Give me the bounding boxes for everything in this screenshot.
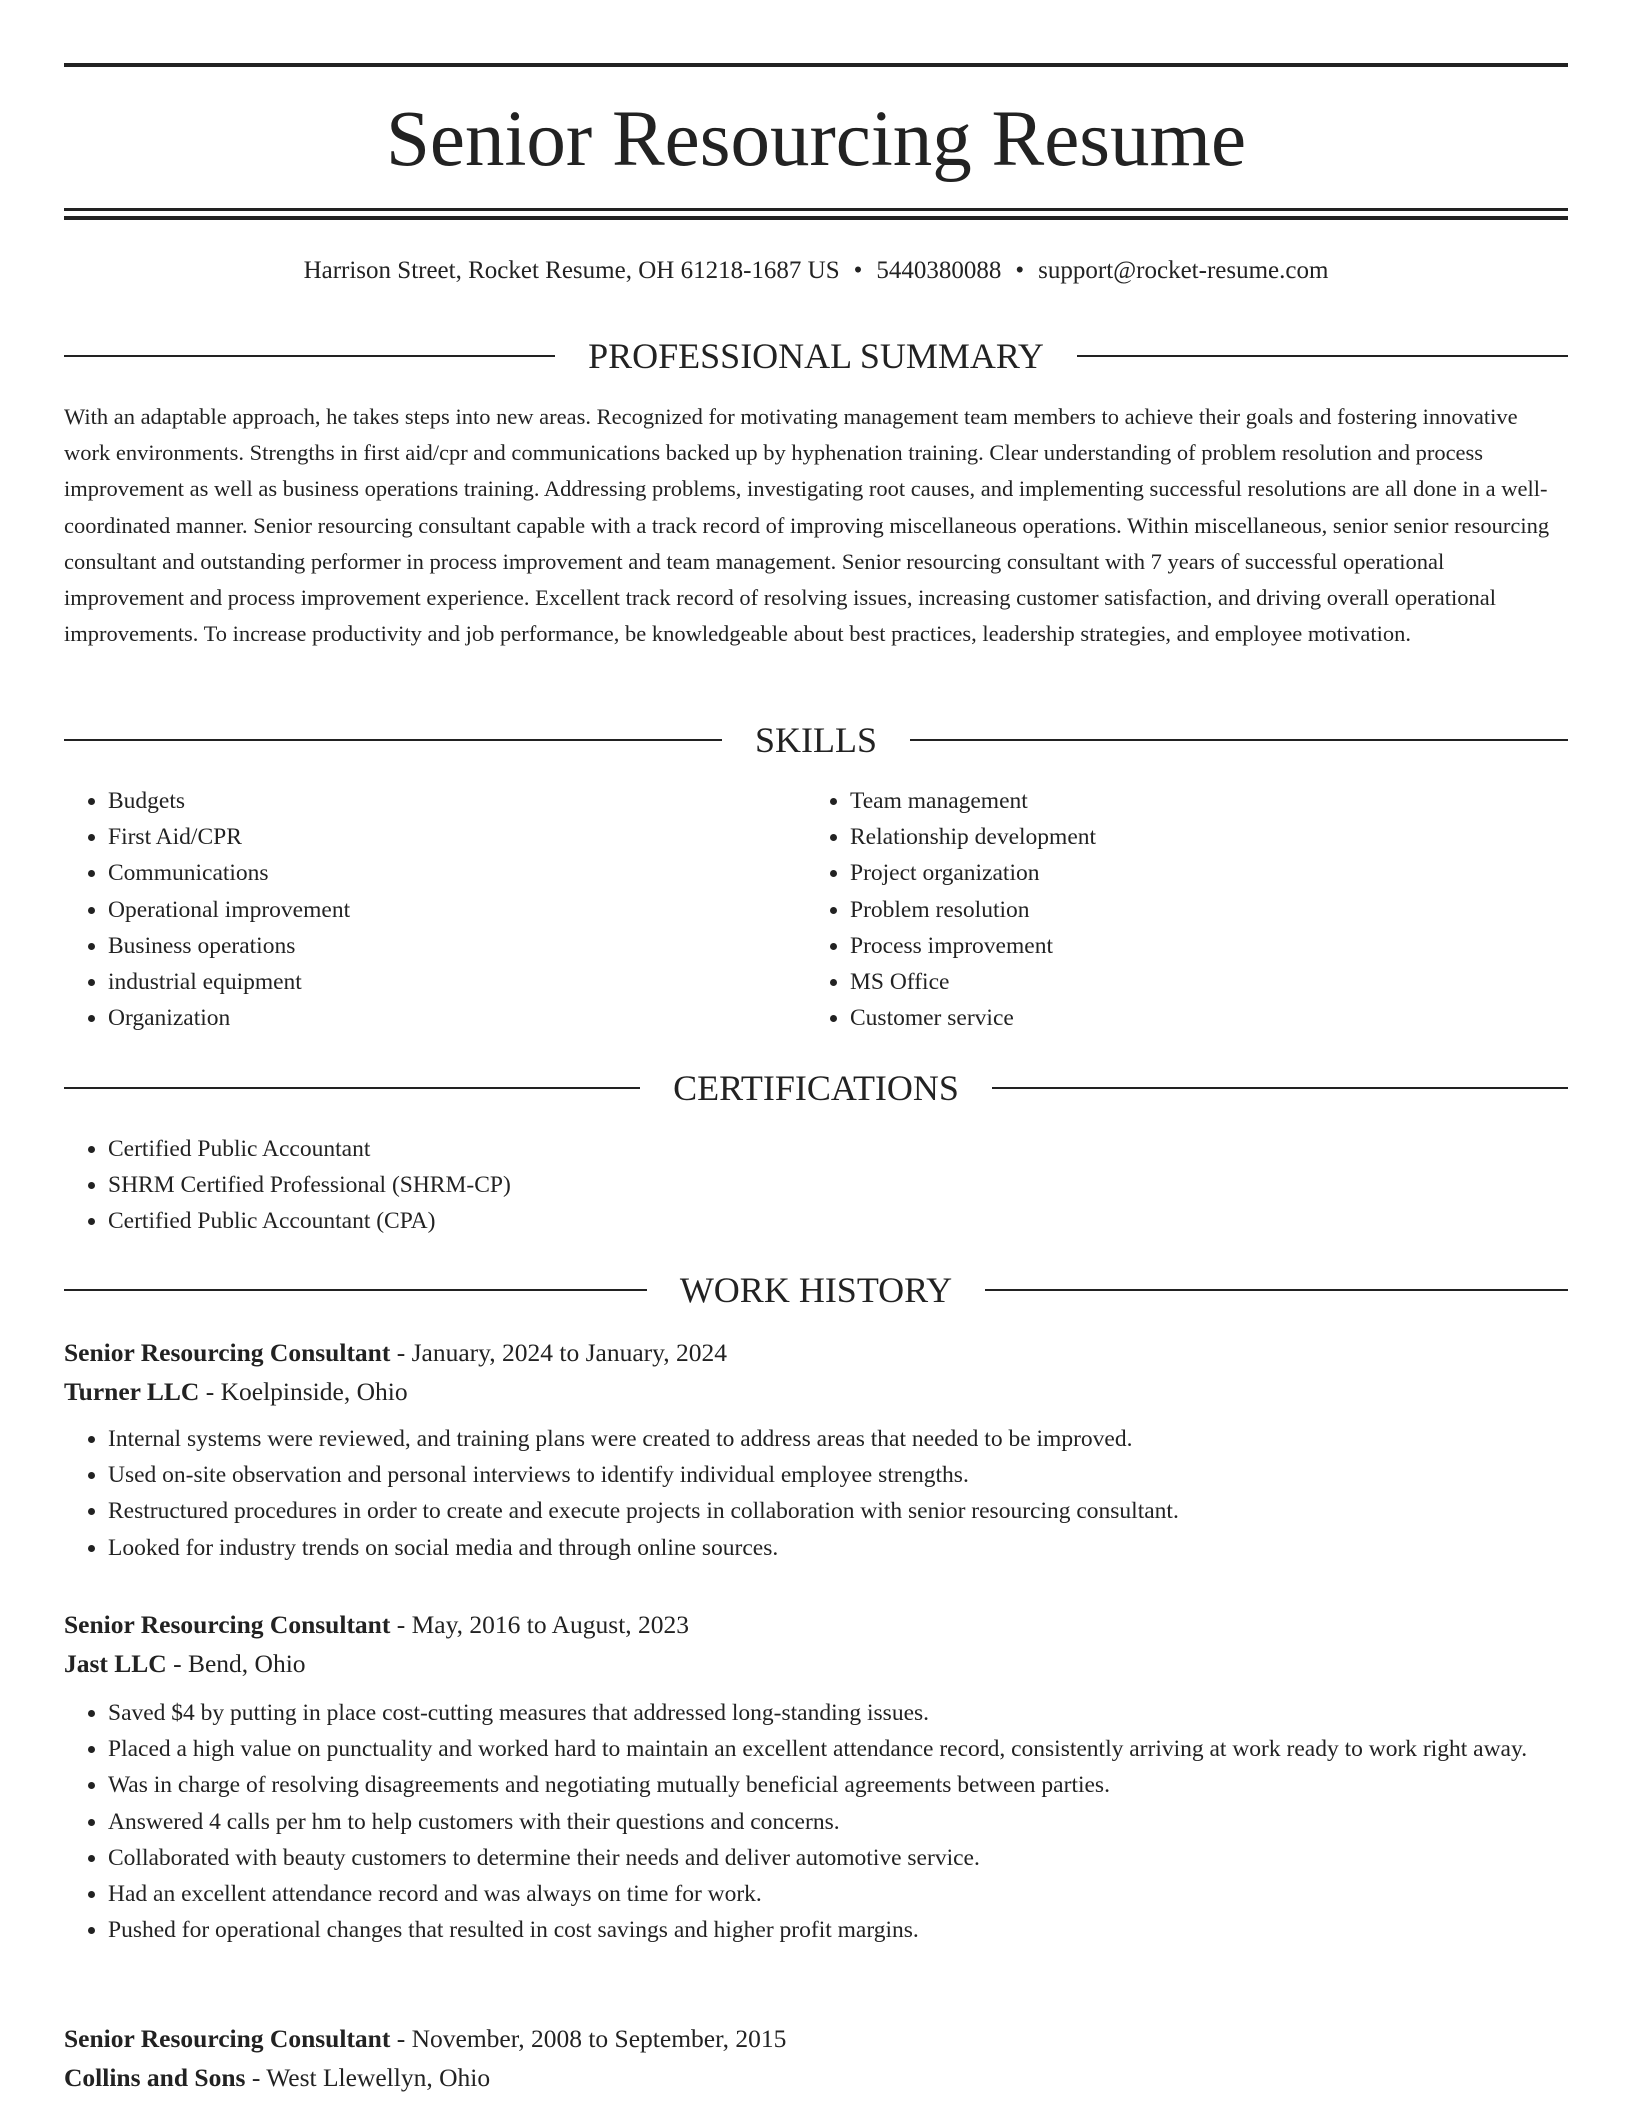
skill-item: • Budgets	[108, 783, 806, 819]
skill-item: • Project organization	[850, 855, 1548, 891]
certifications-heading	[64, 1065, 1568, 1111]
contact-address: Harrison Street, Rocket Resume, OH 61218-1687 US	[303, 257, 840, 284]
job-title: Senior Resourcing Consultant	[64, 1610, 391, 1639]
job-title-line	[64, 1333, 1568, 1372]
contact-separator: •	[853, 257, 863, 284]
heading-rule	[985, 1289, 1568, 1291]
summary-text: With an adaptable approach, he takes steps into new areas. Recognized for motivating management team members to achieve their goals and fostering innovative work environments. Strengths in first aid/cpr and communications backed up by hyphenation training. Clear understanding of problem resolution and process improvement as well as business operations training. Addressing problems, investigating root causes, and implementing successful resolutions are all done in a well-coordinated manner. Senior resourcing consultant capable with a track record of improving miscellaneous operations. Within miscellaneous, senior senior resourcing consultant and outstanding performer in process improvement and team management. Senior resourcing consultant with 7 years of successful operational improvement and process improvement experience. Excellent track record of resolving issues, increasing customer satisfaction, and driving overall operational improvements. To increase productivity and job performance, be knowledgeable about best practices, leadership strategies, and employee motivation.	[64, 404, 1550, 647]
heading-rule	[64, 355, 555, 357]
job-dates: - January, 2024 to January, 2024	[390, 1338, 727, 1367]
skill-item: • Communications	[108, 855, 806, 891]
heading-rule	[64, 739, 722, 741]
job-title-line	[64, 2019, 1568, 2058]
skill-item: • Organization	[108, 1000, 806, 1036]
skill-item: • Operational improvement	[108, 892, 806, 928]
work-history-heading	[64, 1267, 1568, 1313]
job-bullet: • Restructured procedures in order to create and execute projects in collaboration with senior resourcing consultant.	[108, 1493, 1568, 1529]
job-bullet: • Saved $4 by putting in place cost-cutting measures that addressed long-standing issues.	[108, 1695, 1568, 1731]
certifications-list	[64, 1131, 1568, 1240]
skill-item: • First Aid/CPR	[108, 819, 806, 855]
skill-item: • Team management	[850, 783, 1548, 819]
job-bullet: • Had an excellent attendance record and was always on time for work.	[108, 1876, 1568, 1912]
job-title: Senior Resourcing Consultant	[64, 2024, 391, 2053]
job-company-line	[64, 1372, 1568, 1411]
heading-rule	[64, 1289, 647, 1291]
heading-rule	[910, 739, 1568, 741]
skill-item: • Problem resolution	[850, 892, 1548, 928]
skill-item: • MS Office	[850, 964, 1548, 1000]
job-company: Jast LLC	[64, 1649, 167, 1678]
skills-list	[64, 783, 1568, 1036]
skill-item: • Process improvement	[850, 928, 1548, 964]
job-bullet: • Looked for industry trends on social media and through online sources.	[108, 1530, 1568, 1566]
title-rule-upper	[64, 208, 1568, 211]
job-bullet: • Answered 4 calls per hm to help customers with their questions and concerns.	[108, 1804, 1568, 1840]
job-bullet: • Placed a high value on punctuality and worked hard to maintain an excellent attendance record, consistently arriving at work ready to work right away.	[108, 1731, 1568, 1767]
skill-item: • Relationship development	[850, 819, 1548, 855]
job-bullet: • Pushed for operational changes that resulted in cost savings and higher profit margins.	[108, 1912, 1568, 1948]
job-bullets	[64, 1421, 1568, 1566]
contact-phone: 5440380088	[876, 257, 1002, 284]
job-title-line	[64, 1605, 1568, 1644]
heading-rule	[1077, 355, 1568, 357]
title-rule-lower	[64, 216, 1568, 220]
summary-body	[64, 399, 1568, 652]
job-location: - Bend, Ohio	[166, 1649, 306, 1678]
certification-item: • Certified Public Accountant	[108, 1131, 1568, 1167]
job-location: - Koelpinside, Ohio	[199, 1377, 408, 1406]
page-title: Senior Resourcing Resume	[385, 96, 1247, 183]
certification-item: • Certified Public Accountant (CPA)	[108, 1203, 1568, 1239]
job-bullet: • Collaborated with beauty customers to determine their needs and deliver automotive service.	[108, 1840, 1568, 1876]
skill-item: • industrial equipment	[108, 964, 806, 1000]
skills-left-column	[64, 783, 806, 1036]
job-dates: - November, 2008 to September, 2015	[390, 2024, 787, 2053]
contact-email: support@rocket-resume.com	[1038, 257, 1329, 284]
job-entry	[64, 2019, 1568, 2097]
skill-item: • Business operations	[108, 928, 806, 964]
job-bullet: • Was in charge of resolving disagreements and negotiating mutually beneficial agreements between parties.	[108, 1767, 1568, 1803]
skill-item: • Customer service	[850, 1000, 1548, 1036]
job-dates: - May, 2016 to August, 2023	[390, 1610, 690, 1639]
job-entry	[64, 1333, 1568, 1566]
section-title: CERTIFICATIONS	[673, 1068, 959, 1108]
skills-right-column	[806, 783, 1548, 1036]
top-rule	[64, 63, 1568, 67]
certifications-section	[64, 1065, 1568, 1111]
work-history-section	[64, 1267, 1568, 1313]
summary-heading	[64, 333, 1568, 379]
job-title: Senior Resourcing Consultant	[64, 1338, 391, 1367]
job-company-line	[64, 1644, 1568, 1683]
section-title: SKILLS	[755, 720, 878, 760]
section-title: PROFESSIONAL SUMMARY	[588, 336, 1044, 376]
summary-section	[64, 333, 1568, 379]
heading-rule	[992, 1087, 1568, 1089]
job-company: Turner LLC	[64, 1377, 200, 1406]
skills-heading	[64, 717, 1568, 763]
job-company-line	[64, 2058, 1568, 2097]
contact-line	[64, 254, 1568, 288]
section-title: WORK HISTORY	[679, 1270, 953, 1310]
skills-section	[64, 717, 1568, 763]
job-bullet: • Internal systems were reviewed, and training plans were created to address areas that needed to be improved.	[108, 1421, 1568, 1457]
heading-rule	[64, 1087, 640, 1089]
job-bullet: • Used on-site observation and personal interviews to identify individual employee strengths.	[108, 1457, 1568, 1493]
certification-item: • SHRM Certified Professional (SHRM-CP)	[108, 1167, 1568, 1203]
job-location: - West Llewellyn, Ohio	[245, 2063, 491, 2092]
job-entry	[64, 1605, 1568, 1948]
job-bullets	[64, 1695, 1568, 1948]
contact-separator: •	[1015, 257, 1025, 284]
job-company: Collins and Sons	[64, 2063, 246, 2092]
